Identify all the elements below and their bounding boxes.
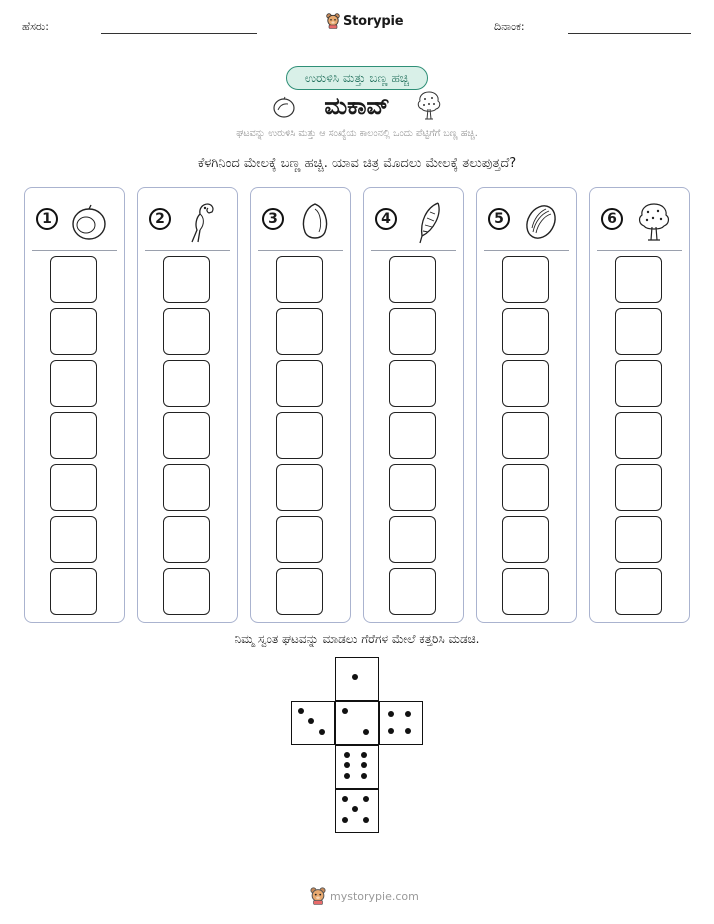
color-box[interactable]: [615, 516, 662, 563]
die-face-1: [335, 657, 379, 701]
die-caption: ನಿಮ್ಮ ಸ್ವಂತ ಘಟವನ್ನು ಮಾಡಲು ಗೆರೆಗಳ ಮೇಲೆ ಕತ್ತರಿಸಿ ಮಡಚಿ.: [234, 632, 480, 646]
feather-icon: [408, 200, 448, 244]
name-line: [101, 33, 257, 34]
subtitle: ಘಟವನ್ನು ಉರುಳಿಸಿ ಮತ್ತು ಆ ಸಂಖ್ಯೆಯ ಕಾಲಂನಲ್ಲಿ ಒಂದು ಪೆಟ್ಟಿಗೆಗೆ ಬಣ್ಣ ಹಚ್ಚಿ.: [236, 128, 478, 139]
color-box[interactable]: [615, 568, 662, 615]
tree-icon: [634, 200, 674, 244]
color-box[interactable]: [50, 464, 97, 511]
column-6: [589, 187, 690, 623]
color-box[interactable]: [389, 360, 436, 407]
color-box[interactable]: [502, 412, 549, 459]
footer-url[interactable]: mystorypie.com: [330, 889, 419, 903]
column-number: 1: [36, 208, 58, 230]
color-box[interactable]: [389, 308, 436, 355]
brand-logo: [326, 13, 403, 29]
column-4: [363, 187, 464, 623]
column-2: [137, 187, 238, 623]
date-line: [568, 33, 691, 34]
color-box[interactable]: [163, 568, 210, 615]
activity-pill: ಉರುಳಿಸಿ ಮತ್ತು ಬಣ್ಣ ಹಚ್ಚಿ: [286, 66, 428, 90]
column-3: [250, 187, 351, 623]
column-1: [24, 187, 125, 623]
column-divider: [32, 250, 117, 251]
column-number: 5: [488, 208, 510, 230]
color-box[interactable]: [389, 464, 436, 511]
color-box[interactable]: [615, 308, 662, 355]
column-number: 3: [262, 208, 284, 230]
bear-icon: [326, 13, 340, 29]
color-box[interactable]: [502, 568, 549, 615]
color-box[interactable]: [163, 464, 210, 511]
die-pip: [363, 796, 369, 802]
color-box[interactable]: [50, 256, 97, 303]
color-box[interactable]: [389, 568, 436, 615]
die-pip: [342, 817, 348, 823]
color-box[interactable]: [50, 308, 97, 355]
bear-icon: [310, 887, 326, 905]
color-box[interactable]: [276, 516, 323, 563]
die-pip: [363, 729, 369, 735]
color-box[interactable]: [502, 256, 549, 303]
color-box[interactable]: [50, 412, 97, 459]
die-pip: [344, 773, 350, 779]
column-divider: [597, 250, 682, 251]
die-pip: [405, 728, 411, 734]
almond-icon: [295, 200, 335, 244]
column-5: [476, 187, 577, 623]
color-box[interactable]: [163, 360, 210, 407]
die-face-6: [335, 745, 379, 789]
plum-icon: [272, 96, 296, 118]
die-pip: [298, 708, 304, 714]
seed-icon: [521, 200, 561, 244]
color-box[interactable]: [502, 308, 549, 355]
color-box[interactable]: [389, 516, 436, 563]
die-pip: [342, 796, 348, 802]
footer: [310, 887, 419, 905]
color-box[interactable]: [50, 516, 97, 563]
column-divider: [484, 250, 569, 251]
color-box[interactable]: [276, 412, 323, 459]
color-box[interactable]: [502, 516, 549, 563]
die-pip: [342, 708, 348, 714]
die-pip: [363, 817, 369, 823]
brand-name: Storypie: [343, 13, 404, 29]
date-label: ದಿನಾಂಕ:: [494, 20, 525, 33]
color-box[interactable]: [615, 256, 662, 303]
die-pip: [361, 752, 367, 758]
plum-icon: [69, 200, 109, 244]
die-face-4: [379, 701, 423, 745]
color-box[interactable]: [502, 464, 549, 511]
color-box[interactable]: [276, 360, 323, 407]
die-face-2: [335, 701, 379, 745]
color-box[interactable]: [163, 256, 210, 303]
die-pip: [388, 711, 394, 717]
color-box[interactable]: [502, 360, 549, 407]
die-pip: [319, 729, 325, 735]
die-pip: [361, 773, 367, 779]
die-face-5: [335, 789, 379, 833]
name-label: ಹೆಸರು:: [22, 20, 49, 33]
color-box[interactable]: [276, 568, 323, 615]
column-divider: [371, 250, 456, 251]
die-pip: [344, 752, 350, 758]
color-box[interactable]: [276, 256, 323, 303]
color-box[interactable]: [50, 360, 97, 407]
color-box[interactable]: [615, 412, 662, 459]
column-number: 2: [149, 208, 171, 230]
color-box[interactable]: [163, 412, 210, 459]
macaw-icon: [182, 200, 222, 244]
color-box[interactable]: [389, 412, 436, 459]
color-box[interactable]: [276, 464, 323, 511]
die-pip: [405, 711, 411, 717]
color-box[interactable]: [50, 568, 97, 615]
die-pip: [352, 806, 358, 812]
die-pip: [352, 674, 358, 680]
color-box[interactable]: [615, 360, 662, 407]
color-box[interactable]: [163, 516, 210, 563]
color-box[interactable]: [615, 464, 662, 511]
die-pip: [308, 718, 314, 724]
color-box[interactable]: [276, 308, 323, 355]
die-face-3: [291, 701, 335, 745]
die-pip: [344, 762, 350, 768]
color-box[interactable]: [163, 308, 210, 355]
column-number: 4: [375, 208, 397, 230]
column-number: 6: [601, 208, 623, 230]
page-title: ಮಕಾವ್: [324, 92, 390, 120]
color-box[interactable]: [389, 256, 436, 303]
instruction: ಕೆಳಗಿನಿಂದ ಮೇಲಕ್ಕೆ ಬಣ್ಣ ಹಚ್ಚಿ. ಯಾವ ಚಿತ್ರ ಮೊದಲು ಮೇಲಕ್ಕೆ ತಲುಪುತ್ತದೆ?: [197, 156, 517, 171]
die-pip: [388, 728, 394, 734]
die-pip: [361, 762, 367, 768]
column-divider: [145, 250, 230, 251]
column-divider: [258, 250, 343, 251]
tree-icon: [414, 89, 444, 121]
